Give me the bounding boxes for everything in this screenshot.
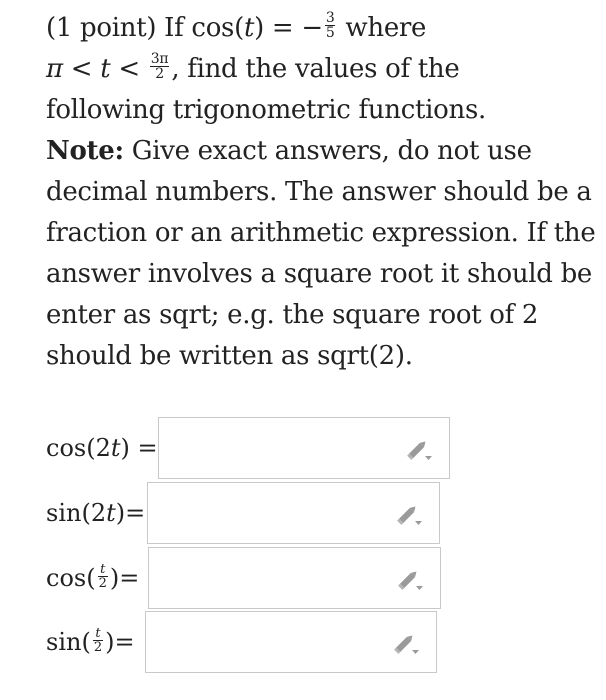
problem-line-2: π < t < $\frac{3\pi}{2}$ , find the values of the [46,50,460,84]
range-fraction: $\frac{3\pi}{2}$ [150,50,169,82]
answer-row-cos-2t [46,417,451,479]
problem-statement [46,8,596,377]
problem-line-8: enter as sqrt; e.g. the square root of 2 [46,300,539,330]
answer-box-cos-half-t [148,547,441,609]
problem-line-7: answer involves a square root it should be [46,259,593,289]
problem-line-1: (1 point) If cos(t) = − $\frac{3}{5}$ where [46,9,427,43]
answer-label-sin-half-t: sin( $\frac{t}{2}$ )= [46,626,135,656]
pencil-icon[interactable] [405,438,433,462]
answer-row-sin-half-t [46,611,438,673]
answer-box-sin-2t [147,482,440,544]
pencil-icon[interactable] [396,568,424,592]
answer-box-cos-2t [158,417,450,479]
points-label: (1 point) [46,13,157,43]
pencil-icon[interactable] [392,632,420,656]
cos-fraction: $\frac{3}{5}$ [325,9,335,41]
answer-label-cos-2t: cos(2t) = [46,434,158,462]
answer-row-cos-half-t [46,547,442,609]
answer-label-cos-half-t: cos( $\frac{t}{2}$ )= [46,562,140,592]
problem-line-4: Note: Give exact answers, do not use [46,136,532,166]
answer-row-sin-2t [46,482,441,544]
problem-line-3: following trigonometric functions. [46,95,486,125]
answer-box-sin-half-t [145,611,437,673]
problem-line-9: should be written as sqrt(2). [46,341,413,371]
note-label: Note: [46,136,124,166]
problem-line-5: decimal numbers. The answer should be a [46,177,592,207]
answer-label-sin-2t: sin(2t)= [46,499,146,527]
pencil-icon[interactable] [395,503,423,527]
problem-line-6: fraction or an arithmetic expression. If the [46,218,596,248]
